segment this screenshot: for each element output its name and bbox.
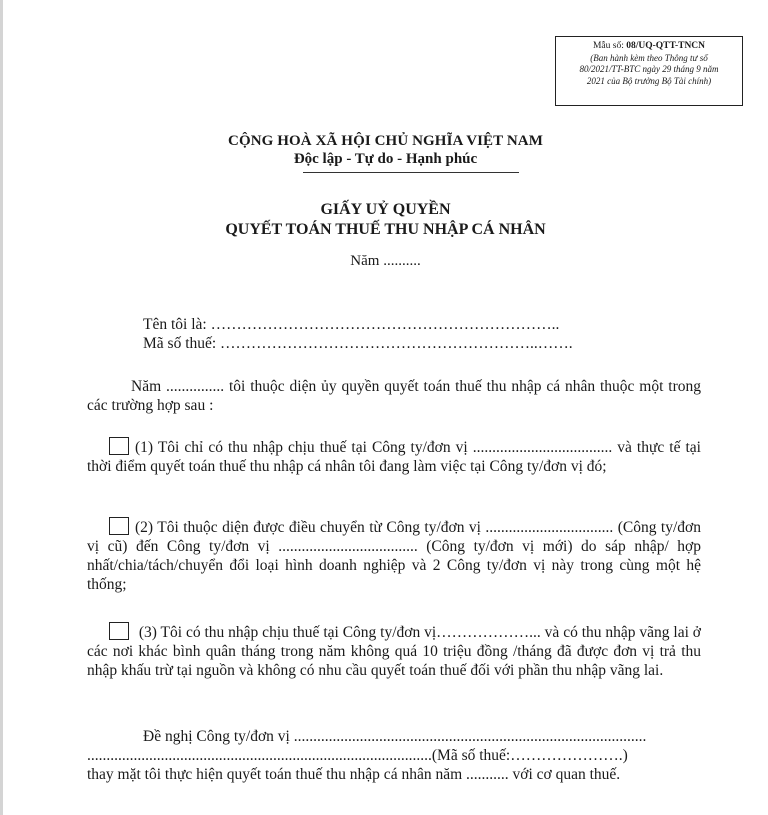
option-1-text: (1) Tôi chỉ có thu nhập chịu thuế tại Công ty/đơn vị .................................... và thực tế tại thời điểm quyết toán thuế thu nhập cá nhân tôi đang làm việc tại Công ty/đơn vị đó; xyxy=(87,439,701,475)
form-code-box xyxy=(555,36,743,106)
intro-paragraph: Năm ............... tôi thuộc diện ủy quyền quyết toán thuế thu nhập cá nhân thuộc một trong các trường hợp sau : xyxy=(87,378,701,414)
national-header xyxy=(3,132,768,168)
request-line-2: .........................................................................................(Mã số thuế:………………….) xyxy=(87,747,628,764)
option-3 xyxy=(87,622,701,680)
form-issued-line-3: 2021 của Bộ trưởng Bộ Tài chính) xyxy=(586,75,712,86)
option-2-text: (2) Tôi thuộc diện được điều chuyển từ Công ty/đơn vị ................................. (Công ty/đơn vị cũ) đến Công ty/đơn vị .................................... (Công ty/đơn vị mới) do sáp nhập/ hợp nhất/chia/tách/chuyển đổi loại hình doanh nghiệp và 2 Công ty/đơn vị này trong cùng một hệ thống; xyxy=(87,519,701,593)
form-code-line xyxy=(556,41,742,53)
option-1-checkbox[interactable] xyxy=(109,437,129,455)
option-2-checkbox[interactable] xyxy=(109,517,129,535)
document-year: Năm .......... xyxy=(350,253,421,269)
title-line-1: GIẤY UỶ QUYỀN xyxy=(320,201,451,218)
request-line-1: Đề nghị Công ty/đơn vị ........................................................................................... xyxy=(143,728,647,745)
option-3-text: (3) Tôi có thu nhập chịu thuế tại Công ty/đơn vị………………... và có thu nhập vãng lai ở các nơi khác bình quân tháng trong năm không quá 10 triệu đồng /tháng đã được đơn vị trả thu nhập khấu trừ tại nguồn và không có nhu cầu quyết toán thuế đối với phần thu nhập vãng lai. xyxy=(87,624,701,679)
document-page xyxy=(3,0,768,815)
option-1 xyxy=(87,437,701,476)
option-2 xyxy=(87,517,701,594)
motto-underline xyxy=(303,172,519,173)
tax-code-field[interactable]: Mã số thuế: ……………………………………………………..……. xyxy=(143,335,573,352)
request-line-3: thay mặt tôi thực hiện quyết toán thuế thu nhập cá nhân năm ........... với cơ quan thuế. xyxy=(87,766,621,783)
form-code: 08/UQ-QTT-TNCN xyxy=(626,41,706,51)
title-line-2: QUYẾT TOÁN THUẾ THU NHẬP CÁ NHÂN xyxy=(225,221,546,238)
document-title xyxy=(3,200,768,240)
form-issued-line-2: 80/2021/TT-BTC ngày 29 tháng 9 năm xyxy=(579,64,719,74)
form-issued-line-1: (Ban hành kèm theo Thông tư số xyxy=(590,52,708,63)
nation-name: CỘNG HOÀ XÃ HỘI CHỦ NGHĨA VIỆT NAM xyxy=(228,133,543,149)
national-motto: Độc lập - Tự do - Hạnh phúc xyxy=(293,151,478,167)
form-code-prefix: Mẫu số: xyxy=(592,41,627,51)
option-3-checkbox[interactable] xyxy=(109,622,129,640)
request-paragraph xyxy=(87,727,701,784)
name-field[interactable]: Tên tôi là: ………………………………………………………….. xyxy=(143,316,560,333)
